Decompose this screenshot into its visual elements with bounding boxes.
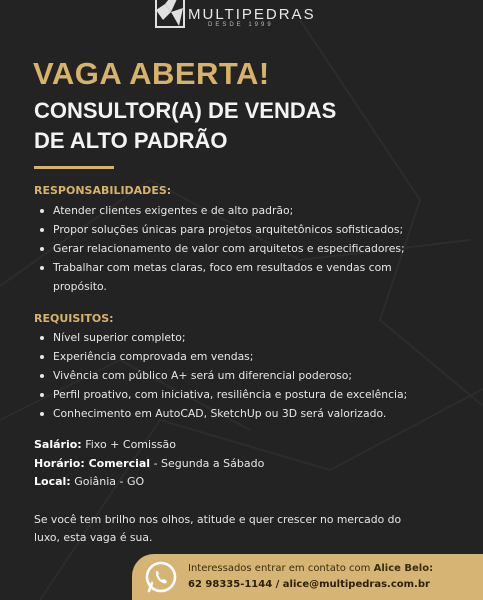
responsibilities-heading: RESPONSABILIDADES: [34, 184, 172, 197]
contact-banner [132, 554, 483, 600]
job-title-line2: DE ALTO PADRÃO [34, 128, 228, 153]
contact-intro-line [188, 563, 433, 574]
list-item: Propor soluções únicas para projetos arquitetônicos sofisticados; [34, 220, 424, 239]
salary-label: Salário: [34, 438, 82, 451]
whatsapp-icon[interactable] [144, 560, 178, 594]
brand-name: MULTIPEDRAS [188, 6, 316, 23]
salary-line [34, 438, 176, 451]
contact-intro: Interessados entrar em contato com [188, 563, 371, 574]
contact-details-line [188, 579, 430, 590]
schedule-line [34, 457, 264, 470]
list-item: Nível superior completo; [34, 328, 424, 347]
contact-name: Alice Belo: [373, 563, 434, 574]
list-item: Experiência comprovada em vendas; [34, 347, 424, 366]
location-label: Local: [34, 475, 71, 488]
list-item: Atender clientes exigentes e de alto padrão; [34, 201, 424, 220]
brand-tagline: DESDE 1999 [208, 22, 274, 28]
list-item: Vivência com público A+ será um diferencial poderoso; [34, 366, 424, 385]
location-value: Goiânia - GO [74, 475, 145, 488]
schedule-label: Horário: Comercial [34, 457, 151, 470]
location-line [34, 475, 144, 488]
list-item: Trabalhar com metas claras, foco em resultados e vendas com propósito. [34, 258, 424, 296]
closing-message: Se você tem brilho nos olhos, atitude e quer crescer no mercado do luxo, esta vaga é sua. [34, 513, 402, 544]
contact-phone[interactable]: 62 98335-1144 [188, 579, 273, 590]
contact-email[interactable]: alice@multipedras.com.br [282, 579, 430, 590]
schedule-value: - Segunda a Sábado [153, 457, 265, 470]
list-item: Conhecimento em AutoCAD, SketchUp ou 3D será valorizado. [34, 404, 424, 423]
list-item: Perfil proativo, com iniciativa, resiliência e postura de excelência; [34, 385, 424, 404]
responsibilities-list [34, 201, 424, 296]
job-title-line1: CONSULTOR(A) DE VENDAS [34, 98, 337, 123]
headline: VAGA ABERTA! [33, 56, 270, 91]
list-item: Gerar relacionamento de valor com arquitetos e especificadores; [34, 239, 424, 258]
logo-mark-icon [155, 0, 185, 28]
brand-logo [155, 0, 355, 32]
contact-separator: / [275, 579, 280, 590]
requirements-heading: REQUISITOS: [34, 312, 114, 325]
requirements-list [34, 328, 424, 423]
gold-divider [34, 166, 114, 169]
salary-value: Fixo + Comissão [85, 438, 177, 451]
